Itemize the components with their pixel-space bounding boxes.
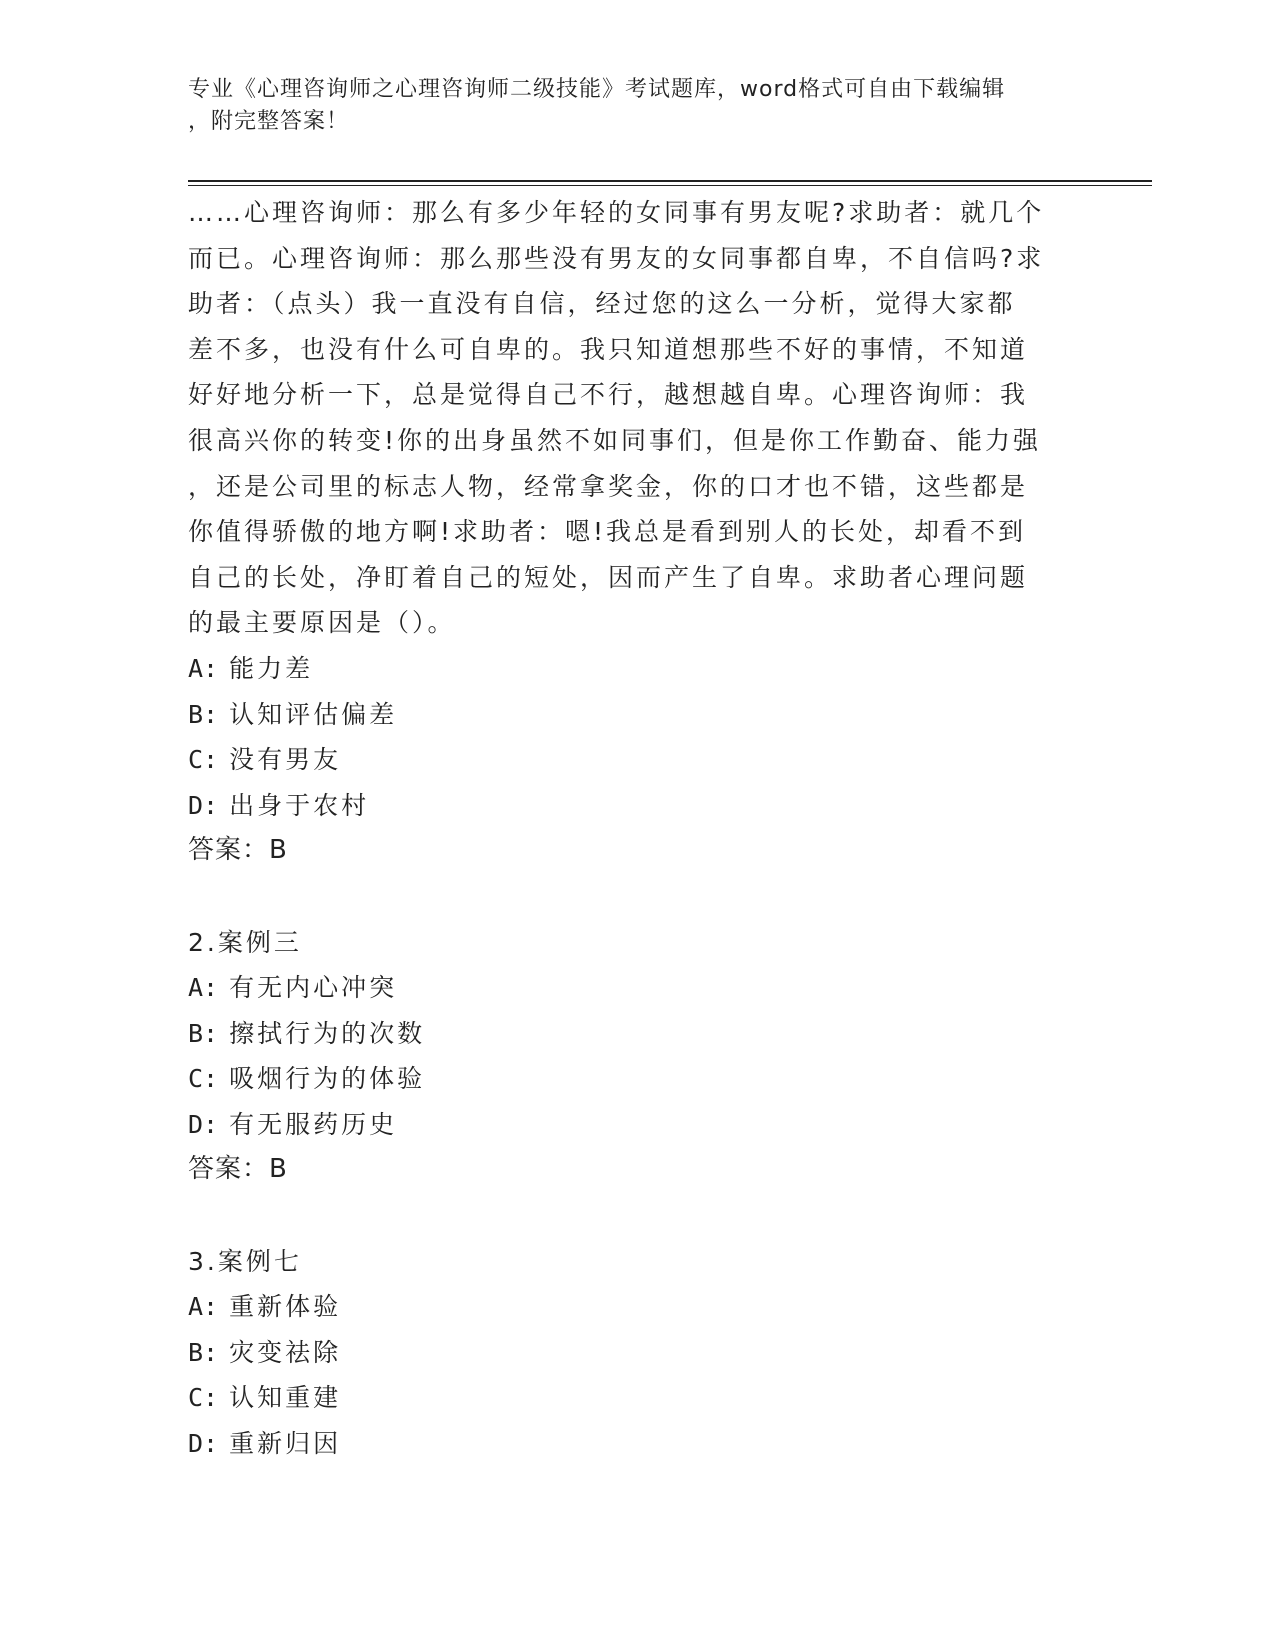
question-2-option-d: D: 有无服药历史 <box>188 1109 398 1139</box>
stem-line: 的最主要原因是（）。 <box>188 608 456 638</box>
question-3-option-b: B: 灾变祛除 <box>188 1337 342 1367</box>
header-divider-thick <box>188 180 1152 182</box>
stem-line: 你值得骄傲的地方啊!求助者：嗯!我总是看到别人的长处，却看不到 <box>188 517 1027 547</box>
stem-line: 助者：（点头）我一直没有自信，经过您的这么一分析，觉得大家都 <box>188 289 1016 319</box>
question-1-option-b: B: 认知评估偏差 <box>188 699 398 729</box>
question-3 <box>188 1239 1088 1467</box>
header-divider-thin <box>188 185 1152 186</box>
question-1-answer: 答案：B <box>188 835 288 866</box>
stem-line: 差不多，也没有什么可自卑的。我只知道想那些不好的事情，不知道 <box>188 334 1029 364</box>
header-title-line-2: ，附完整答案！ <box>188 109 350 134</box>
question-1 <box>188 190 1088 874</box>
document-header <box>188 74 1068 138</box>
question-1-option-a: A: 能力差 <box>188 653 314 683</box>
header-title-line-1: 专业《心理咨询师之心理咨询师二级技能》考试题库，word格式可自由下载编辑 <box>188 77 1006 102</box>
spacer <box>188 874 1088 920</box>
stem-line: 好好地分析一下，总是觉得自己不行，越想越自卑。心理咨询师：我 <box>188 380 1029 410</box>
question-3-title: 3.案例七 <box>188 1246 302 1276</box>
stem-line: ，还是公司里的标志人物，经常拿奖金，你的口才也不错，这些都是 <box>188 471 1029 501</box>
question-2-option-a: A: 有无内心冲突 <box>188 973 398 1003</box>
question-3-option-c: C: 认知重建 <box>188 1383 342 1413</box>
stem-line: ……心理咨询师：那么有多少年轻的女同事有男友呢?求助者：就几个 <box>188 198 1045 227</box>
question-2-title: 2.案例三 <box>188 927 302 957</box>
stem-line: 而已。心理咨询师：那么那些没有男友的女同事都自卑，不自信吗?求 <box>188 243 1045 273</box>
question-2-option-b: B: 擦拭行为的次数 <box>188 1018 426 1048</box>
question-2-answer: 答案：B <box>188 1154 288 1185</box>
question-3-option-d: D: 重新归因 <box>188 1429 342 1459</box>
spacer <box>188 1193 1088 1239</box>
question-1-stem <box>188 190 1088 646</box>
question-3-option-a: A: 重新体验 <box>188 1292 342 1322</box>
question-1-option-c: C: 没有男友 <box>188 745 342 775</box>
question-list <box>188 190 1088 1467</box>
question-2 <box>188 920 1088 1194</box>
question-1-option-d: D: 出身于农村 <box>188 790 370 820</box>
stem-line: 自己的长处，净盯着自己的短处，因而产生了自卑。求助者心理问题 <box>188 562 1029 592</box>
question-2-option-c: C: 吸烟行为的体验 <box>188 1064 426 1094</box>
stem-line: 很高兴你的转变!你的出身虽然不如同事们，但是你工作勤奋、能力强 <box>188 425 1042 455</box>
